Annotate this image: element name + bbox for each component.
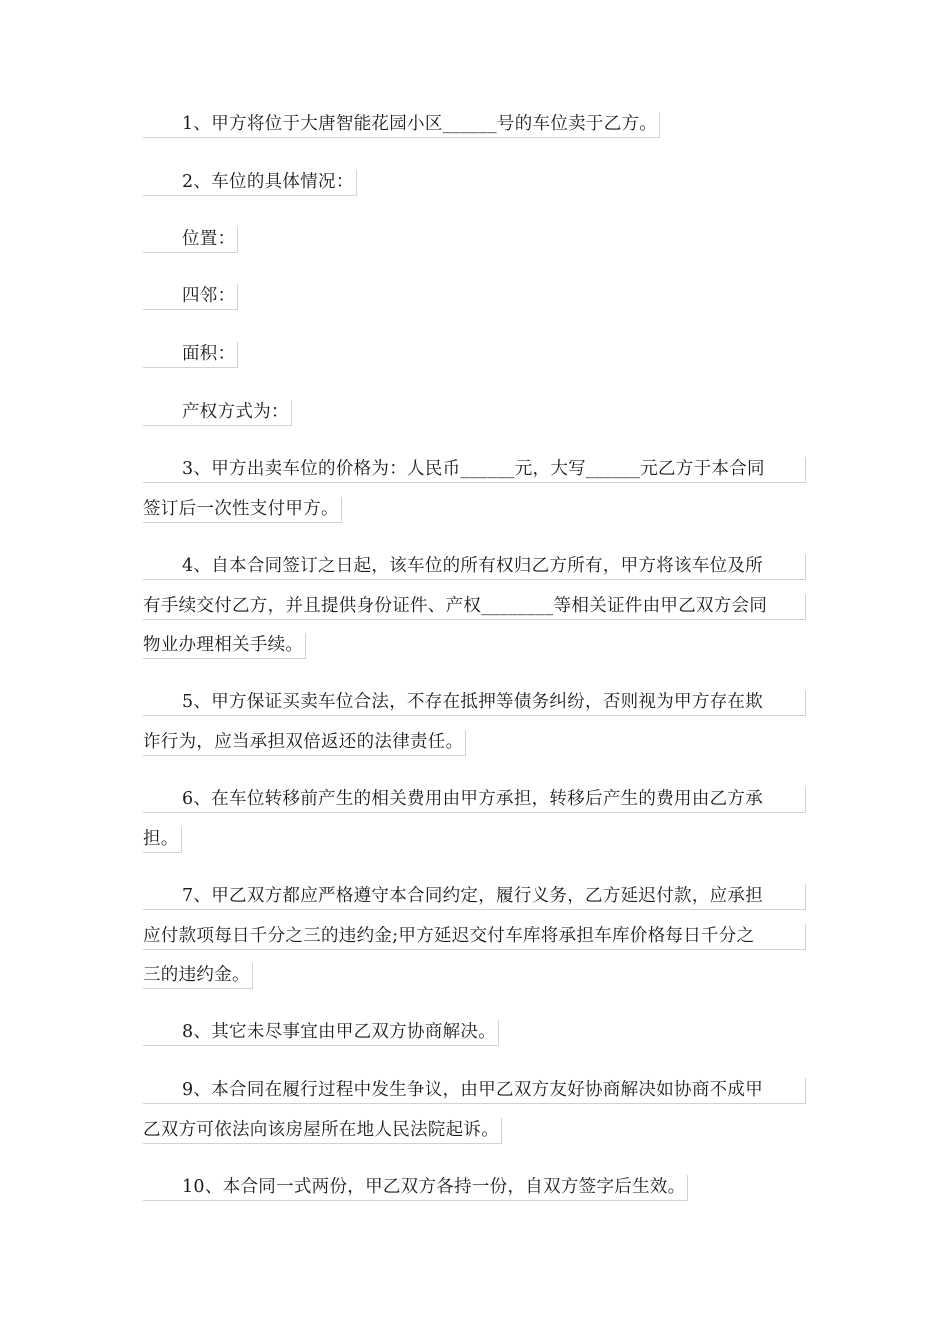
field-label: 位置： [182, 229, 236, 249]
field-ownership [143, 400, 807, 440]
field-location [143, 227, 807, 267]
clause-line [143, 787, 806, 813]
clause-text: 4、自本合同签订之日起，该车位的所有权归乙方所有，甲方将该车位及所 [182, 556, 764, 576]
clause-2 [143, 170, 807, 210]
clause-text: 7、甲乙双方都应严格遵守本合同约定，履行义务，乙方延迟付款，应承担 [182, 886, 764, 906]
clause-7 [143, 884, 807, 1003]
clause-text: 乙双方可依法向该房屋所在地人民法院起诉。 [143, 1119, 499, 1140]
clause-line [143, 400, 292, 426]
clause-text: 三的违约金。 [143, 965, 250, 986]
field-label: 产权方式为： [182, 402, 289, 422]
field-label: 四邻： [182, 286, 236, 306]
clause-text: 有手续交付乙方，并且提供身份证件、产权________等相关证件由甲乙双方会同 [143, 595, 768, 616]
clause-line [143, 690, 806, 716]
clause-text: 2、车位的具体情况： [182, 172, 354, 192]
clause-line [143, 924, 806, 950]
clause-10 [143, 1175, 807, 1215]
clause-9 [143, 1078, 807, 1157]
clause-text: 3、甲方出卖车位的价格为：人民币______元，大写______元乙方于本合同 [182, 459, 765, 479]
clause-line [143, 1020, 499, 1046]
clause-line [143, 1175, 688, 1201]
clause-line [143, 963, 253, 989]
clause-text: 5、甲方保证买卖车位合法，不存在抵押等债务纠纷，否则视为甲方存在欺 [182, 692, 764, 712]
field-neighbors [143, 284, 807, 324]
clause-3 [143, 457, 807, 536]
clause-text: 担。 [143, 828, 179, 849]
clause-6 [143, 787, 807, 866]
clause-text: 8、其它未尽事宜由甲乙双方协商解决。 [182, 1022, 497, 1042]
clause-4 [143, 554, 807, 673]
clause-text: 签订后一次性支付甲方。 [143, 498, 339, 519]
clause-line [143, 227, 238, 253]
clause-line [143, 730, 466, 756]
clause-line [143, 112, 660, 138]
clause-line [143, 884, 806, 910]
clause-1 [143, 112, 807, 152]
clause-text: 物业办理相关手续。 [143, 635, 304, 656]
clause-8 [143, 1020, 807, 1060]
clause-line [143, 633, 306, 659]
clause-line [143, 342, 238, 368]
clause-line [143, 457, 806, 483]
clause-text: 诈行为，应当承担双倍返还的法律责任。 [143, 731, 464, 752]
clause-line [143, 170, 357, 196]
field-label: 面积： [182, 344, 236, 364]
clause-line [143, 554, 806, 580]
clause-line [143, 827, 182, 853]
clause-text: 6、在车位转移前产生的相关费用由甲方承担，转移后产生的费用由乙方承 [182, 789, 764, 809]
clause-line [143, 1118, 502, 1144]
clause-5 [143, 690, 807, 769]
field-area [143, 342, 807, 382]
clause-text: 1、甲方将位于大唐智能花园小区______号的车位卖于乙方。 [182, 114, 658, 134]
clause-line [143, 594, 806, 620]
clause-line [143, 284, 238, 310]
clause-text: 应付款项每日千分之三的违约金;甲方延迟交付车库将承担车库价格每日千分之 [143, 925, 755, 946]
clause-text: 10、本合同一式两份，甲乙双方各持一份，自双方签字后生效。 [182, 1177, 686, 1197]
clause-line [143, 1078, 806, 1104]
clause-text: 9、本合同在履行过程中发生争议，由甲乙双方友好协商解决如协商不成甲 [182, 1080, 764, 1100]
clause-line [143, 497, 342, 523]
